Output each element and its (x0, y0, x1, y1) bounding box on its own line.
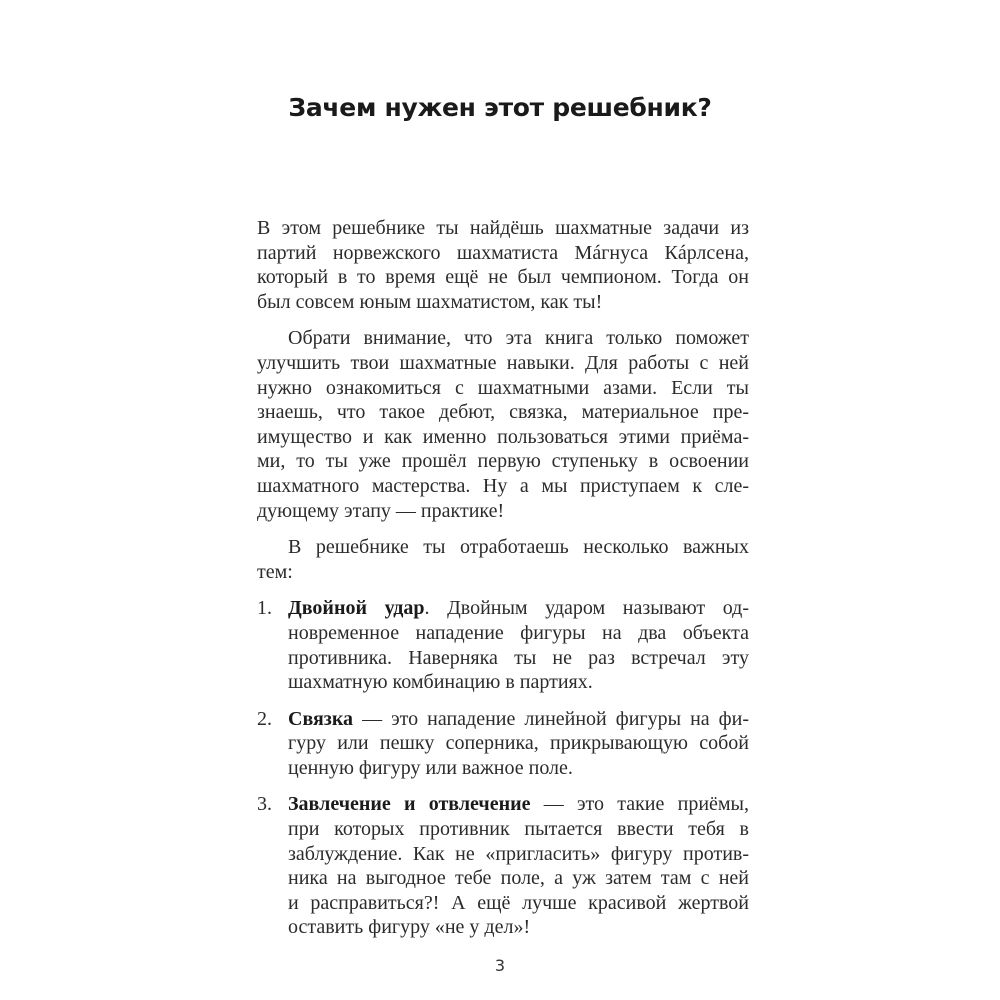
text-line: Обрати внимание, что эта книга только поможет (288, 327, 749, 350)
list-item-decoy-deflection (257, 792, 749, 940)
text-line: шахматную комбинацию в партиях. (288, 671, 593, 694)
text-line (288, 707, 749, 732)
text-line: и расправиться?! А ещё лучше красивой жертвой (288, 891, 749, 914)
text-line: нужно ознакомиться с шахматными азами. Если ты (257, 376, 749, 399)
text-line: при которых противник пытается ввести тебя в (288, 818, 749, 841)
text-line: был совсем юным шахматистом, как ты! (257, 290, 603, 313)
text-line: оставить фигуру «не у дел»! (288, 916, 531, 939)
page-number: 3 (494, 956, 506, 976)
text-line: партий норвежского шахматиста Мáгнуса Кáрлсена, (257, 241, 749, 264)
text-line (288, 792, 749, 817)
text-line: В решебнике ты отработаешь несколько важных (288, 536, 749, 559)
text-line: ми, то ты уже прошёл первую ступеньку в освоении (257, 450, 749, 473)
text-fragment: — это такие приёмы, (530, 793, 749, 816)
list-number: 1. (257, 597, 272, 620)
text-line: заблуждение. Как не «пригласить» фигуру против- (288, 842, 749, 865)
text-line: новременное нападение фигуры на два объекта (288, 621, 749, 644)
text-line: ценную фигуру или важное поле. (288, 756, 573, 779)
text-line: тем: (257, 560, 293, 583)
paragraph-intro (257, 216, 749, 314)
text-line: дующему этапу — практике! (257, 499, 505, 522)
paragraph-attention (257, 326, 749, 523)
text-line: гуру или пешку соперника, прикрывающую собой (288, 732, 749, 755)
text-line: ника на выгодное тебе поле, а уж затем там с ней (288, 867, 749, 890)
list-term: Двойной удар (288, 597, 425, 620)
text-line: имущество и как именно пользоваться этими приёма- (257, 425, 749, 448)
text-line (288, 596, 749, 621)
text-line: шахматного мастерства. Ну а мы приступаем к сле- (257, 474, 749, 497)
text-line: который в то время ещё не был чемпионом. Тогда он (257, 266, 749, 289)
text-fragment: — это нападение линейной фигуры на фи- (353, 707, 749, 730)
list-number: 2. (257, 707, 272, 730)
page-content (257, 216, 749, 940)
text-line: знаешь, что такое дебют, связка, материальное пре- (257, 401, 749, 424)
text-line: улучшить твои шахматные навыки. Для работы с ней (257, 351, 749, 374)
text-line: противника. Наверняка ты не раз встречал эту (288, 646, 749, 669)
list-item-pin (257, 707, 749, 781)
paragraph-topics (257, 535, 749, 584)
text-line: В этом решебнике ты найдёшь шахматные задачи из (257, 217, 749, 239)
list-term: Связка (288, 707, 354, 730)
text-fragment: . Двойным ударом называют од- (424, 597, 749, 620)
list-number: 3. (257, 793, 272, 816)
list-item-double-attack (257, 596, 749, 694)
list-term: Завлечение и отвлечение (288, 793, 531, 816)
page-title: Зачем нужен этот решебник? (288, 93, 712, 122)
